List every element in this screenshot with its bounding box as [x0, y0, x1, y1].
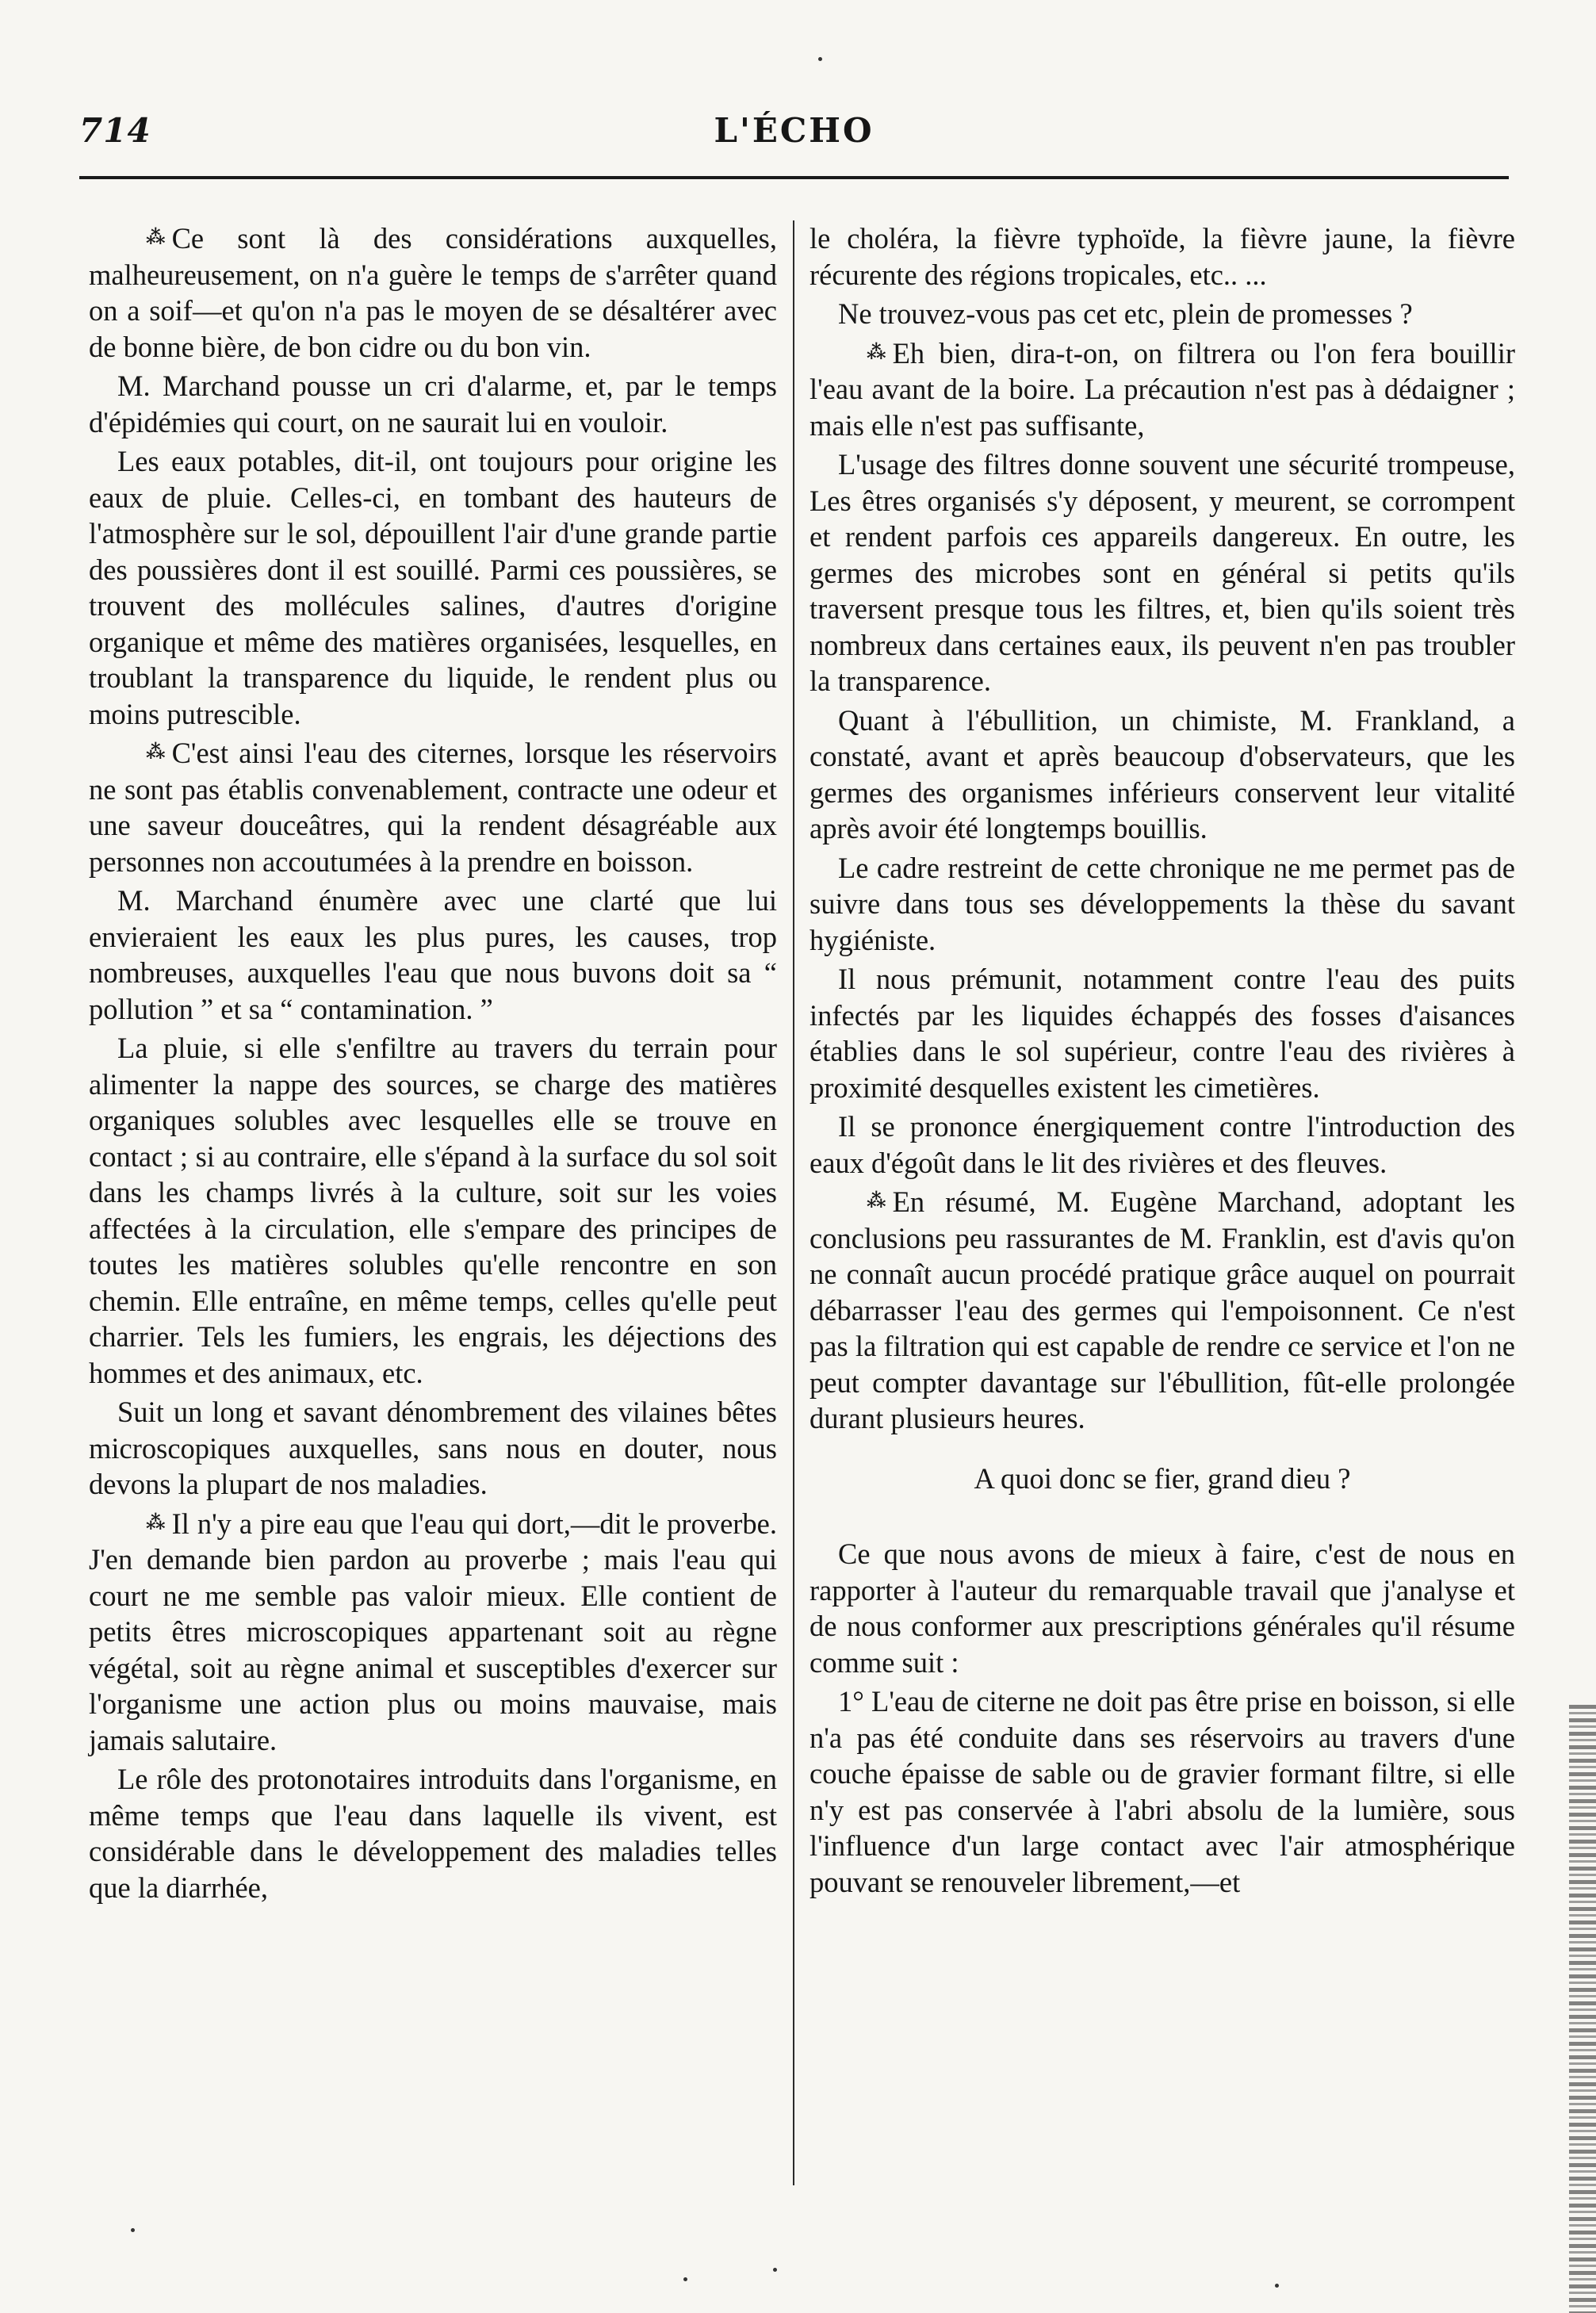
paragraph — [809, 850, 1515, 959]
running-head: L'ÉCHO — [714, 111, 875, 150]
scan-edge-noise — [1569, 1705, 1596, 2313]
paragraph-text: Quant à l'ébullition, un chimiste, M. Frankland, a constaté, avant et après beaucoup d'observateurs, que les germes des organismes inférieurs conservent leur vitalité après avoir été longtemps bouillis. — [809, 703, 1515, 844]
paragraph — [809, 220, 1515, 293]
paragraph-text: Le rôle des protonotaires introduits dans l'organisme, en même temps que l'eau dans laquelle ils vivent, est considérable dans le développement des maladies telles que la diarrhée, — [89, 1763, 777, 1904]
paragraph-text: A quoi donc se fier, grand dieu ? — [974, 1461, 1351, 1495]
paragraph-text: Il nous prémunit, notamment contre l'eau des puits infectés par les liquides échappés des fosses d'aisances établies dans le sol supérieur, contre l'eau des rivières à proximité desquelles existent les cimetières. — [809, 963, 1515, 1104]
paragraph — [809, 1683, 1515, 1900]
paragraph — [809, 961, 1515, 1105]
asterism-ornament: ⁂ — [146, 228, 164, 248]
paragraph-text: M. Marchand pousse un cri d'alarme, et, par le temps d'épidémies qui court, on ne saurait lui en vouloir. — [89, 370, 777, 438]
paragraph-text: Ne trouvez-vous pas cet etc, plein de promesses ? — [838, 297, 1413, 330]
paragraph-text: Ce que nous avons de mieux à faire, c'est de nous en rapporter à l'auteur du remarquable travail que j'analyse et de nous conformer aux prescriptions générales qu'il résume comme suit : — [809, 1538, 1515, 1679]
paragraph — [89, 1394, 777, 1503]
header-rule — [79, 176, 1509, 179]
paragraph-text: Les eaux potables, dit-il, ont toujours pour origine les eaux de pluie. Celles-ci, en tombant des hauteurs de l'atmosphère sur le sol, dépouillent l'air d'une grande partie des poussières dont il est souillé. Parmi ces poussières, se trouvent des mollécules salines, d'autres d'origine organique et même des matières organisées, lesquelles, en troublant la transparence du liquide, le rendent plus ou moins putrescible. — [89, 445, 777, 730]
paragraph-text: Il n'y a pire eau que l'eau qui dort,—dit le proverbe. J'en demande bien pardon au proverbe ; mais l'eau qui court ne me semble pas valoir mieux. Elle contient de petits êtres microscopiques appartenant soit au règne végétal, soit au règne animal et susceptibles d'exercer sur l'organisme une action plus ou moins mauvaise, mais jamais salutaire. — [89, 1507, 777, 1756]
paragraph — [89, 735, 777, 879]
scan-speck — [683, 2277, 687, 2281]
paragraph-text: La pluie, si elle s'enfiltre au travers du terrain pour alimenter la nappe des sources, se charge des matières organiques solubles avec lesquelles elle se trouve en contact ; si au contraire, elle s'épand à la surface du sol soit dans les champs livrés à la culture, soit sur les voies affectées à la circulation, elle s'empare des principes de toutes les matières solubles qu'elle rencontre en son chemin. Elle entraîne, en même temps, celles qu'elle peut charrier. Tels les fumiers, les engrais, les déjections des hommes et des animaux, etc. — [89, 1032, 777, 1389]
paragraph-text: Le cadre restreint de cette chronique ne me permet pas de suivre dans tous ses développements la thèse du savant hygiéniste. — [809, 851, 1515, 956]
paragraph-text: En résumé, M. Eugène Marchand, adoptant les conclusions peu rassurantes de M. Franklin, est d'avis qu'on ne connaît aucun procédé pratique grâce auquel on pourrait débarrasser l'eau des germes qui l'empoisonnent. Ce n'est pas la filtration qui est capable de rendre ce service et l'on ne peut compter davantage sur l'ébullition, fût-elle prolongée durant plusieurs heures. — [809, 1185, 1515, 1434]
page-header — [79, 111, 1509, 159]
paragraph — [809, 1461, 1515, 1497]
paragraph-text: L'usage des filtres donne souvent une sécurité trompeuse, Les êtres organisés s'y déposent, y meurent, se corrompent et rendent parfois ces appareils dangereux. En outre, les germes des microbes sont en général si petits qu'ils traversent presque tous les filtres, et, bien qu'ils soient très nombreux dans certaines eaux, ils peuvent n'en pas troubler la transparence. — [809, 448, 1515, 697]
asterism-ornament: ⁂ — [867, 342, 885, 363]
paragraph — [89, 443, 777, 732]
paragraph-text: M. Marchand énumère avec une clarté que lui envieraient les eaux les plus pures, les causes, trop nombreuses, auxquelles l'eau que nous buvons doit sa “ pollution ” et sa “ contamination. ” — [89, 884, 777, 1025]
paragraph — [89, 368, 777, 440]
column-divider — [793, 220, 794, 2185]
paragraph — [809, 703, 1515, 847]
paragraph — [809, 296, 1515, 332]
paragraph — [89, 220, 777, 365]
scan-speck — [818, 57, 822, 61]
right-column — [809, 220, 1515, 1903]
paragraph-text: C'est ainsi l'eau des citernes, lorsque les réservoirs ne sont pas établis convenablement, contracte une odeur et une saveur douceâtres, qui la rendent désagréable aux personnes non accoutumées à la prendre en boisson. — [89, 737, 777, 878]
paragraph — [89, 883, 777, 1027]
paragraph — [809, 446, 1515, 699]
asterism-ornament: ⁂ — [867, 1191, 885, 1212]
paragraph — [809, 1109, 1515, 1181]
paragraph — [89, 1761, 777, 1905]
asterism-ornament: ⁂ — [146, 1512, 164, 1534]
paragraph-text: Il se prononce énergiquement contre l'introduction des eaux d'égoût dans le lit des rivières et des fleuves. — [809, 1110, 1515, 1179]
scan-speck — [1275, 2284, 1279, 2288]
paragraph-text: 1° L'eau de citerne ne doit pas être prise en boisson, si elle n'a pas été conduite dans ses réservoirs au travers d'une couche épaisse de sable ou de gravier formant filtre, si elle n'y est pas conservée à l'abri absolu de la lumière, sous l'influence d'un large contact avec l'air atmosphérique pouvant se renouveler librement,—et — [809, 1685, 1515, 1898]
paragraph-text: le choléra, la fièvre typhoïde, la fièvre jaune, la fièvre récurente des régions tropicales, etc.. ... — [809, 222, 1515, 291]
asterism-ornament: ⁂ — [146, 742, 164, 763]
paragraph-text: Suit un long et savant dénombrement des vilaines bêtes microscopiques auxquelles, sans nous en douter, nous devons la plupart de nos maladies. — [89, 1396, 777, 1500]
scan-speck — [773, 2268, 777, 2272]
paragraph — [809, 1536, 1515, 1680]
paragraph-text: Eh bien, dira-t-on, on filtrera ou l'on fera bouillir l'eau avant de la boire. La précaution n'est pas à dédaigner ; mais elle n'est pas suffisante, — [809, 336, 1515, 442]
scan-speck — [131, 2228, 135, 2232]
page-number: 714 — [79, 111, 151, 150]
paragraph — [809, 335, 1515, 444]
paragraph — [89, 1030, 777, 1391]
paragraph — [89, 1506, 777, 1759]
paragraph — [809, 1184, 1515, 1437]
left-column — [89, 220, 777, 1909]
paragraph-text: Ce sont là des considérations auxquelles, malheureusement, on n'a guère le temps de s'arrêter quand on a soif—et qu'on n'a pas le moyen de se désaltérer avec de bonne bière, de bon cidre ou du bon vin. — [89, 222, 777, 363]
